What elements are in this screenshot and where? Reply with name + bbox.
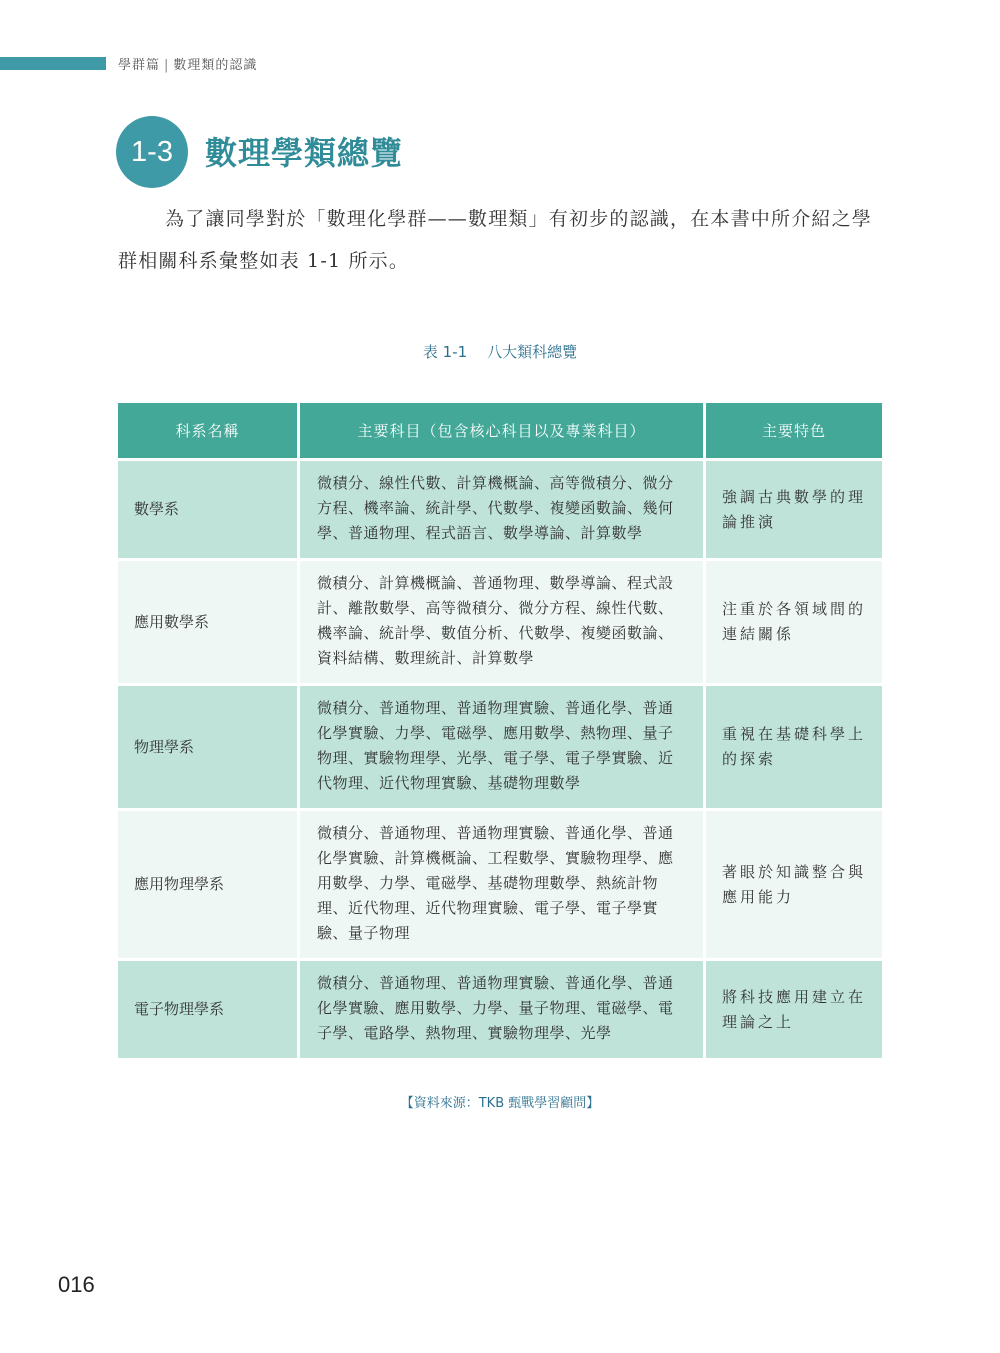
column-header-department: 科系名稱 <box>118 403 300 461</box>
table-row <box>118 686 882 811</box>
running-header <box>118 54 257 73</box>
section-title: 數理學類總覽 <box>205 134 404 172</box>
table-row <box>118 561 882 686</box>
header-separator: | <box>164 58 170 73</box>
department-name: 物理學系 <box>118 686 300 811</box>
table-row <box>118 811 882 961</box>
table-caption-number: 表 1-1 <box>422 343 468 361</box>
column-header-subjects: 主要科目（包含核心科目以及專業科目） <box>300 403 706 461</box>
table-caption <box>0 341 1000 362</box>
department-feature: 重視在基礎科學上的探索 <box>706 686 882 811</box>
department-name: 應用數學系 <box>118 561 300 686</box>
department-subjects: 微積分、普通物理、普通物理實驗、普通化學、普通化學實驗、應用數學、力學、量子物理、電磁學、電子學、電路學、熱物理、實驗物理學、光學 <box>300 961 706 1061</box>
department-subjects: 微積分、計算機概論、普通物理、數學導論、程式設計、離散數學、高等微積分、微分方程、線性代數、機率論、統計學、數值分析、代數學、複變函數論、資料結構、數理統計、計算數學 <box>300 561 706 686</box>
table-row <box>118 961 882 1061</box>
table-caption-title: 八大類科總覽 <box>487 343 578 361</box>
page-number: 016 <box>58 1272 95 1297</box>
department-feature: 注重於各領域間的連結關係 <box>706 561 882 686</box>
table-header-row <box>118 403 882 461</box>
department-feature: 將科技應用建立在理論之上 <box>706 961 882 1061</box>
department-subjects: 微積分、線性代數、計算機概論、高等微積分、微分方程、機率論、統計學、代數學、複變函數論、幾何學、普通物理、程式語言、數學導論、計算數學 <box>300 461 706 561</box>
department-overview-table <box>118 403 882 1061</box>
department-subjects: 微積分、普通物理、普通物理實驗、普通化學、普通化學實驗、力學、電磁學、應用數學、熱物理、量子物理、實驗物理學、光學、電子學、電子學實驗、近代物理、近代物理實驗、基礎物理數學 <box>300 686 706 811</box>
department-name: 應用物理學系 <box>118 811 300 961</box>
intro-paragraph: 為了讓同學對於「數理化學群——數理類」有初步的認識，在本書中所介紹之學群相關科系彙整如表 1-1 所示。 <box>118 208 873 272</box>
department-name: 電子物理學系 <box>118 961 300 1061</box>
source-note: 【資料來源：TKB 甄戰學習顧問】 <box>400 1096 600 1111</box>
section-number-badge: 1-3 <box>116 116 188 188</box>
header-section: 學群篇 <box>118 58 161 73</box>
department-feature: 著眼於知識整合與應用能力 <box>706 811 882 961</box>
department-feature: 強調古典數學的理論推演 <box>706 461 882 561</box>
column-header-features: 主要特色 <box>706 403 882 461</box>
department-name: 數學系 <box>118 461 300 561</box>
table-row <box>118 461 882 561</box>
department-subjects: 微積分、普通物理、普通物理實驗、普通化學、普通化學實驗、計算機概論、工程數學、實驗物理學、應用數學、力學、電磁學、基礎物理數學、熱統計物理、近代物理、近代物理實驗、電子學、電子學實驗、量子物理 <box>300 811 706 961</box>
header-accent-bar <box>0 57 106 70</box>
header-chapter: 數理類的認識 <box>173 58 258 73</box>
